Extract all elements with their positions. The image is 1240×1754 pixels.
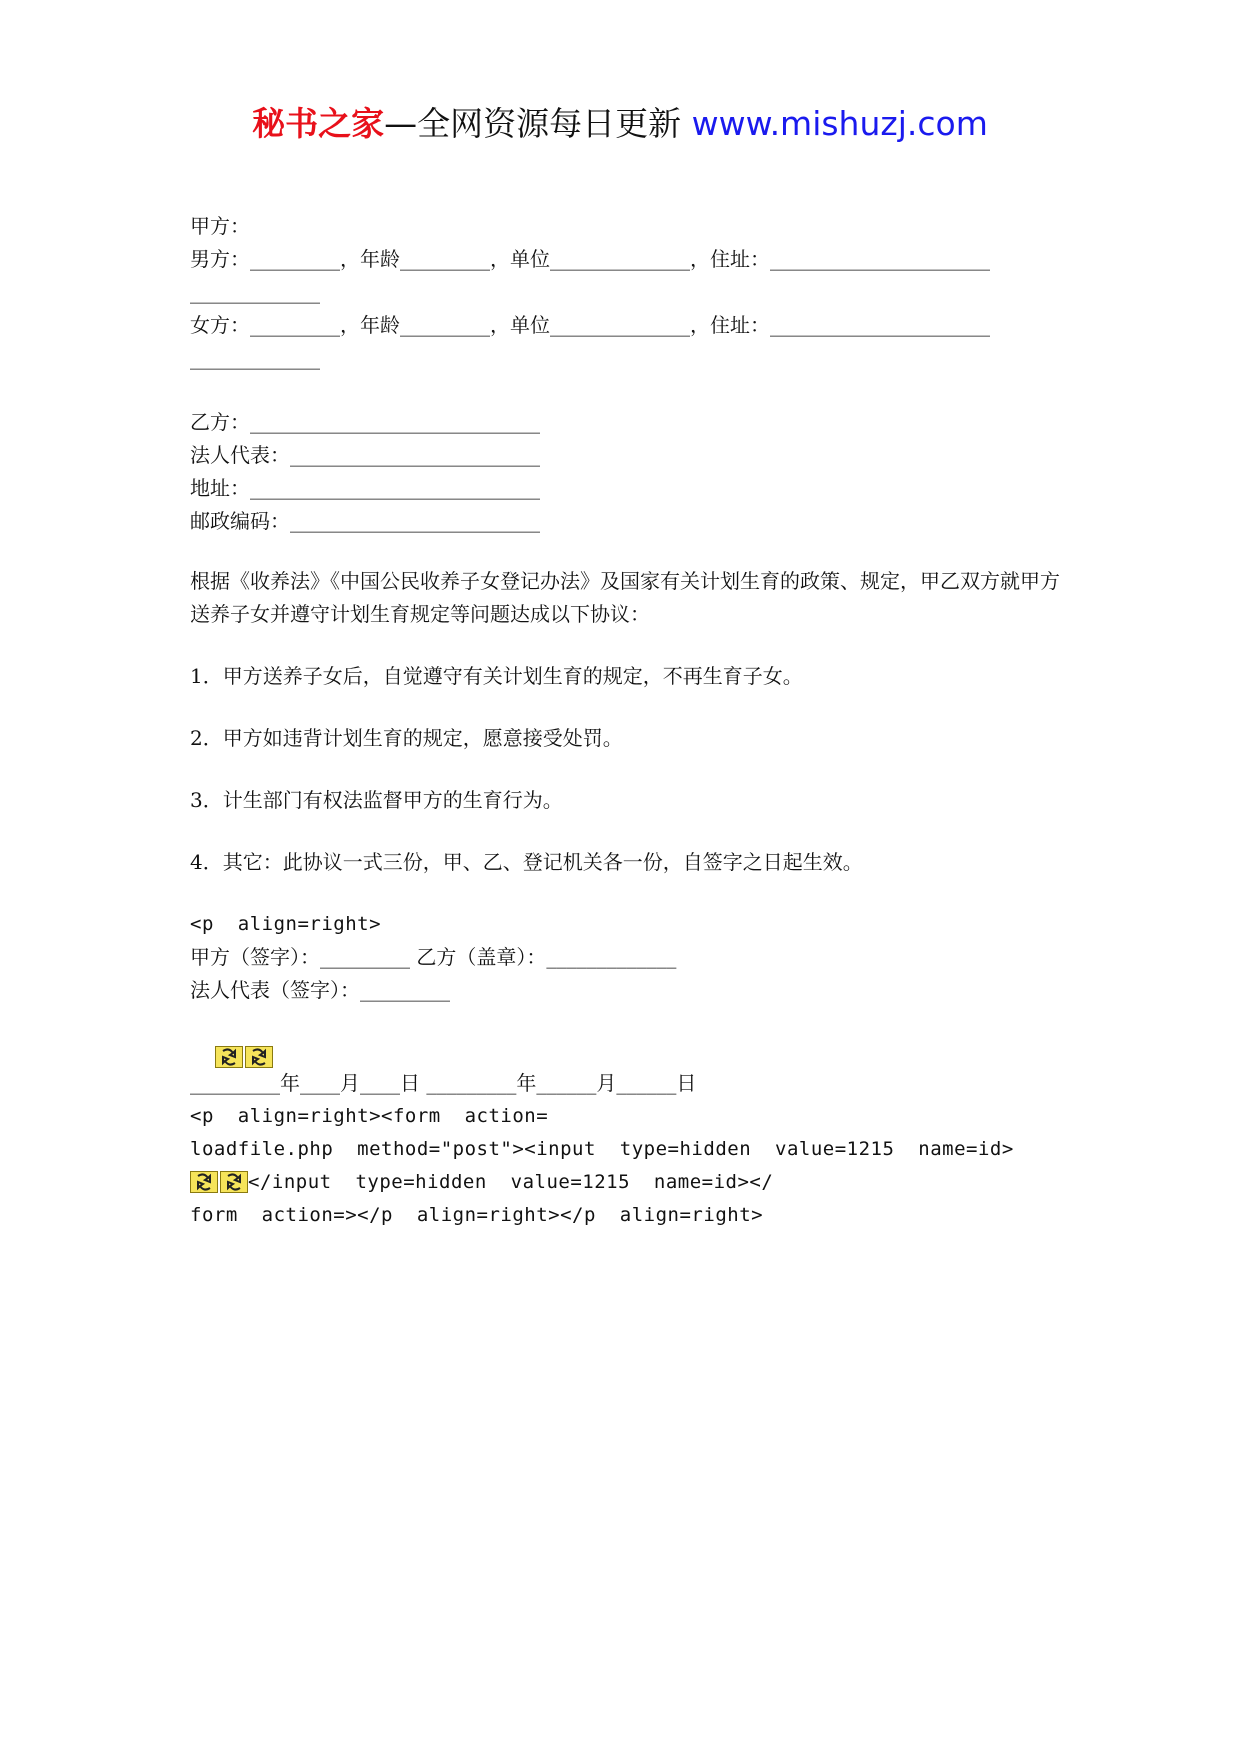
party-b-zip-line: 邮政编码：_________________________ bbox=[190, 509, 540, 533]
raw-html-fragment: <p align=right><form action= bbox=[190, 1105, 549, 1127]
signature-line-parties: 甲方（签字）：_________ 乙方（盖章）：_____________ bbox=[190, 945, 677, 969]
site-header bbox=[0, 104, 1240, 144]
party-a-heading: 甲方： bbox=[190, 214, 250, 238]
party-b-name-line: 乙方：_____________________________ bbox=[190, 410, 540, 434]
clause-4: 4．其它：此协议一式三份，甲、乙、登记机关各一份，自签字之日起生效。 bbox=[190, 850, 863, 874]
signature-line-representative: 法人代表（签字）：_________ bbox=[190, 978, 450, 1002]
raw-html-fragment-with-icons bbox=[190, 1166, 1070, 1199]
brand-name: 秘书之家 bbox=[252, 104, 385, 143]
broken-image-icon bbox=[220, 1171, 248, 1193]
broken-image-icon bbox=[190, 1171, 218, 1193]
party-b-address-line: 地址：_____________________________ bbox=[190, 476, 540, 500]
female-info-continuation: _____________ bbox=[190, 346, 320, 370]
raw-html-fragment: form action=></p align=right></p align=right> bbox=[190, 1204, 764, 1226]
intro-paragraph: 根据《收养法》《中国公民收养子女登记办法》及国家有关计划生育的政策、规定，甲乙双方就甲方送养子女并遵守计划生育规定等问题达成以下协议： bbox=[190, 569, 1060, 626]
broken-image-icon bbox=[215, 1046, 243, 1068]
male-info-line: 男方：_________，年龄_________，单位______________，住址：______________________ bbox=[190, 247, 990, 271]
male-info-continuation: _____________ bbox=[190, 280, 320, 304]
agreement-document bbox=[190, 210, 1070, 1232]
site-url[interactable]: www.mishuzj.com bbox=[691, 104, 988, 143]
clause-2: 2．甲方如违背计划生育的规定，愿意接受处罚。 bbox=[190, 726, 623, 750]
broken-image-icon bbox=[245, 1046, 273, 1068]
clause-1: 1．甲方送养子女后，自觉遵守有关计划生育的规定，不再生育子女。 bbox=[190, 664, 803, 688]
raw-html-fragment: <p align=right> bbox=[190, 913, 382, 935]
image-placeholder-row bbox=[190, 1007, 1070, 1040]
raw-html-text: </input type=hidden value=1215 name=id></ bbox=[248, 1171, 774, 1193]
female-info-line: 女方：_________，年龄_________，单位______________，住址：______________________ bbox=[190, 313, 990, 337]
clause-3: 3．计生部门有权法监督甲方的生育行为。 bbox=[190, 788, 563, 812]
header-slogan: —全网资源每日更新 bbox=[384, 104, 692, 143]
date-line: _________年____月____日 _________年______月______日 bbox=[190, 1071, 697, 1095]
raw-html-fragment: loadfile.php method="post"><input type=hidden value=1215 name=id> bbox=[190, 1138, 1014, 1160]
party-b-rep-line: 法人代表：_________________________ bbox=[190, 443, 540, 467]
